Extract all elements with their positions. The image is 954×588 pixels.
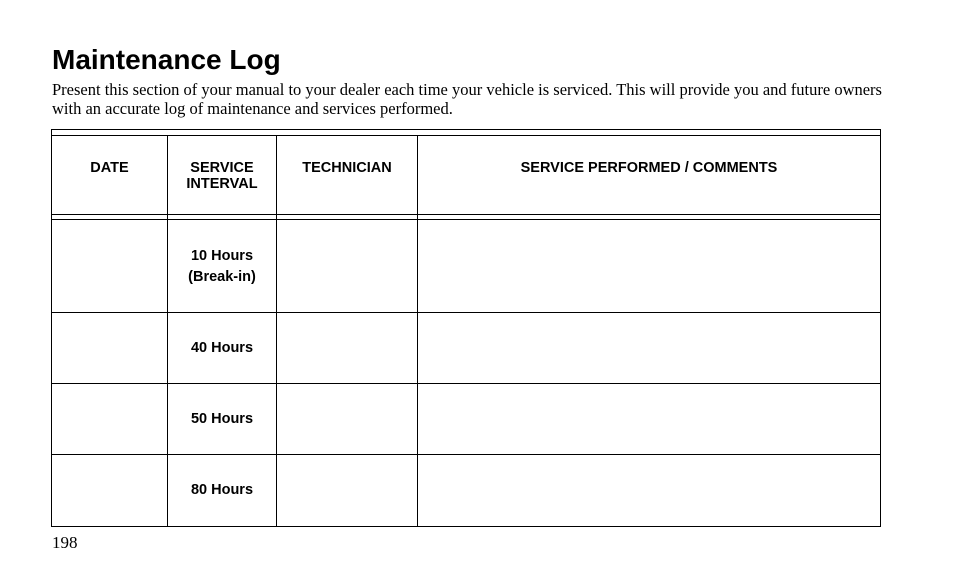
maintenance-log-table [51, 129, 881, 527]
header-service-interval-line2: INTERVAL [186, 176, 258, 192]
header-service-interval [168, 160, 276, 192]
interval-value: 50 Hours [190, 411, 254, 427]
interval-note: (Break-in) [188, 269, 256, 285]
row-divider [52, 312, 880, 313]
column-divider [276, 136, 277, 526]
intro-paragraph: Present this section of your manual to your dealer each time your vehicle is serviced. This will provide you and future owners with an accurate log of maintenance and services performed. [52, 80, 882, 118]
table-top-double-rule [52, 135, 880, 136]
row-divider [52, 383, 880, 384]
table-row-interval [168, 338, 276, 359]
header-bottom-double-rule [52, 219, 880, 220]
interval-value: 40 Hours [190, 340, 254, 356]
column-divider [167, 136, 168, 526]
header-date: DATE [90, 160, 129, 176]
page-title: Maintenance Log [52, 44, 281, 75]
page-number: 198 [52, 533, 78, 552]
header-service-performed: SERVICE PERFORMED / COMMENTS [520, 160, 778, 176]
interval-value: 80 Hours [190, 482, 254, 498]
table-row-interval [168, 480, 276, 501]
interval-value: 10 Hours [190, 248, 254, 264]
row-divider [52, 454, 880, 455]
header-bottom-rule [52, 214, 880, 215]
header-technician: TECHNICIAN [302, 160, 392, 176]
table-row-interval [168, 246, 276, 288]
table-row-interval [168, 409, 276, 430]
column-divider [417, 136, 418, 526]
header-service-interval-line1: SERVICE [190, 160, 254, 176]
